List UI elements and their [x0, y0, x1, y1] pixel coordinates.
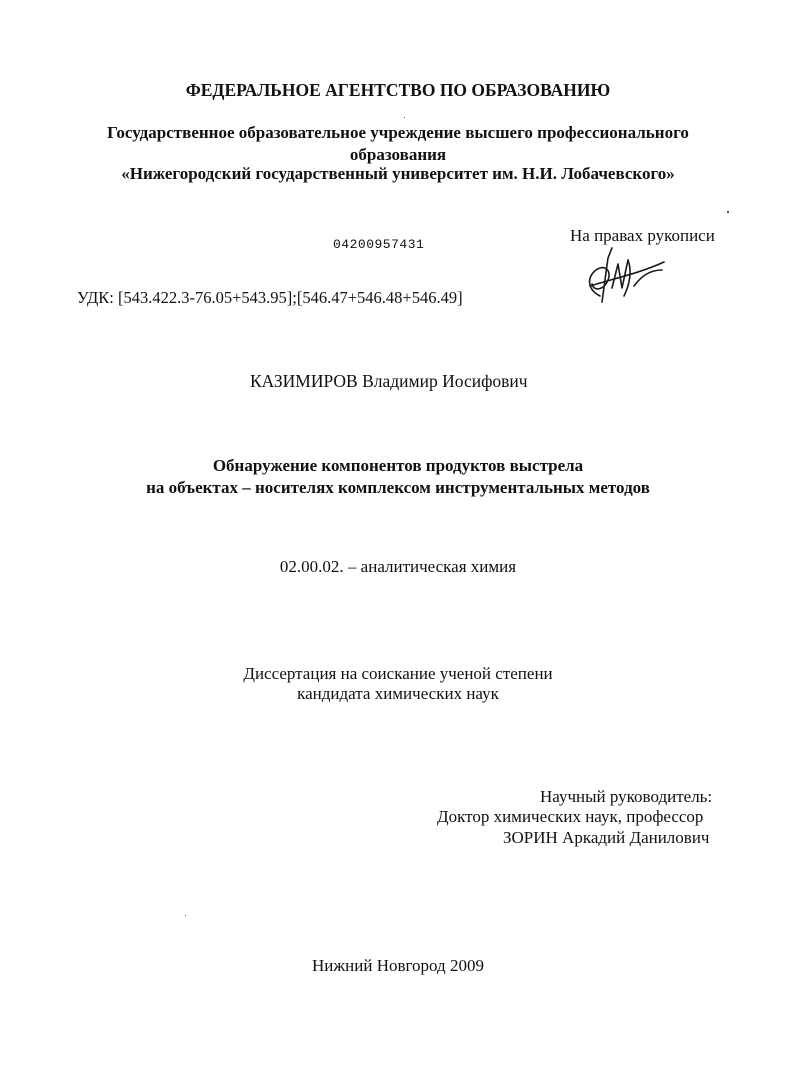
institution-line-3: «Нижегородский государственный университет им. Н.И. Лобачевского» [121, 164, 675, 183]
thesis-title-line-2: на объектах – носителях комплексом инструментальных методов [146, 478, 650, 497]
udk-code: УДК: [543.422.3-76.05+543.95];[546.47+546.48+546.49] [77, 288, 463, 307]
handwritten-signature [578, 240, 668, 310]
supervisor-name: ЗОРИН Аркадий Данилович [503, 828, 710, 847]
scan-speck [185, 915, 186, 916]
scan-speck [727, 211, 729, 213]
institution-line-1: Государственное образовательное учреждение высшего профессионального [107, 123, 689, 142]
city-year: Нижний Новгород 2009 [312, 956, 484, 975]
rights-note: На правах рукописи [570, 226, 715, 245]
dissertation-line-1: Диссертация на соискание ученой степени [243, 664, 553, 683]
thesis-title-line-1: Обнаружение компонентов продуктов выстрела [212, 456, 584, 475]
registration-number: 04200957431 [333, 237, 425, 252]
dissertation-line-2: кандидата химических наук [297, 684, 499, 703]
specialty: 02.00.02. – аналитическая химия [279, 557, 517, 576]
agency-heading: ФЕДЕРАЛЬНОЕ АГЕНТСТВО ПО ОБРАЗОВАНИЮ [185, 80, 611, 100]
author-name: КАЗИМИРОВ Владимир Иосифович [250, 371, 528, 391]
institution-line-2: образования [349, 145, 447, 164]
supervisor-label: Научный руководитель: [540, 787, 713, 806]
scan-speck [404, 117, 405, 118]
supervisor-degree: Доктор химических наук, профессор [437, 807, 704, 826]
